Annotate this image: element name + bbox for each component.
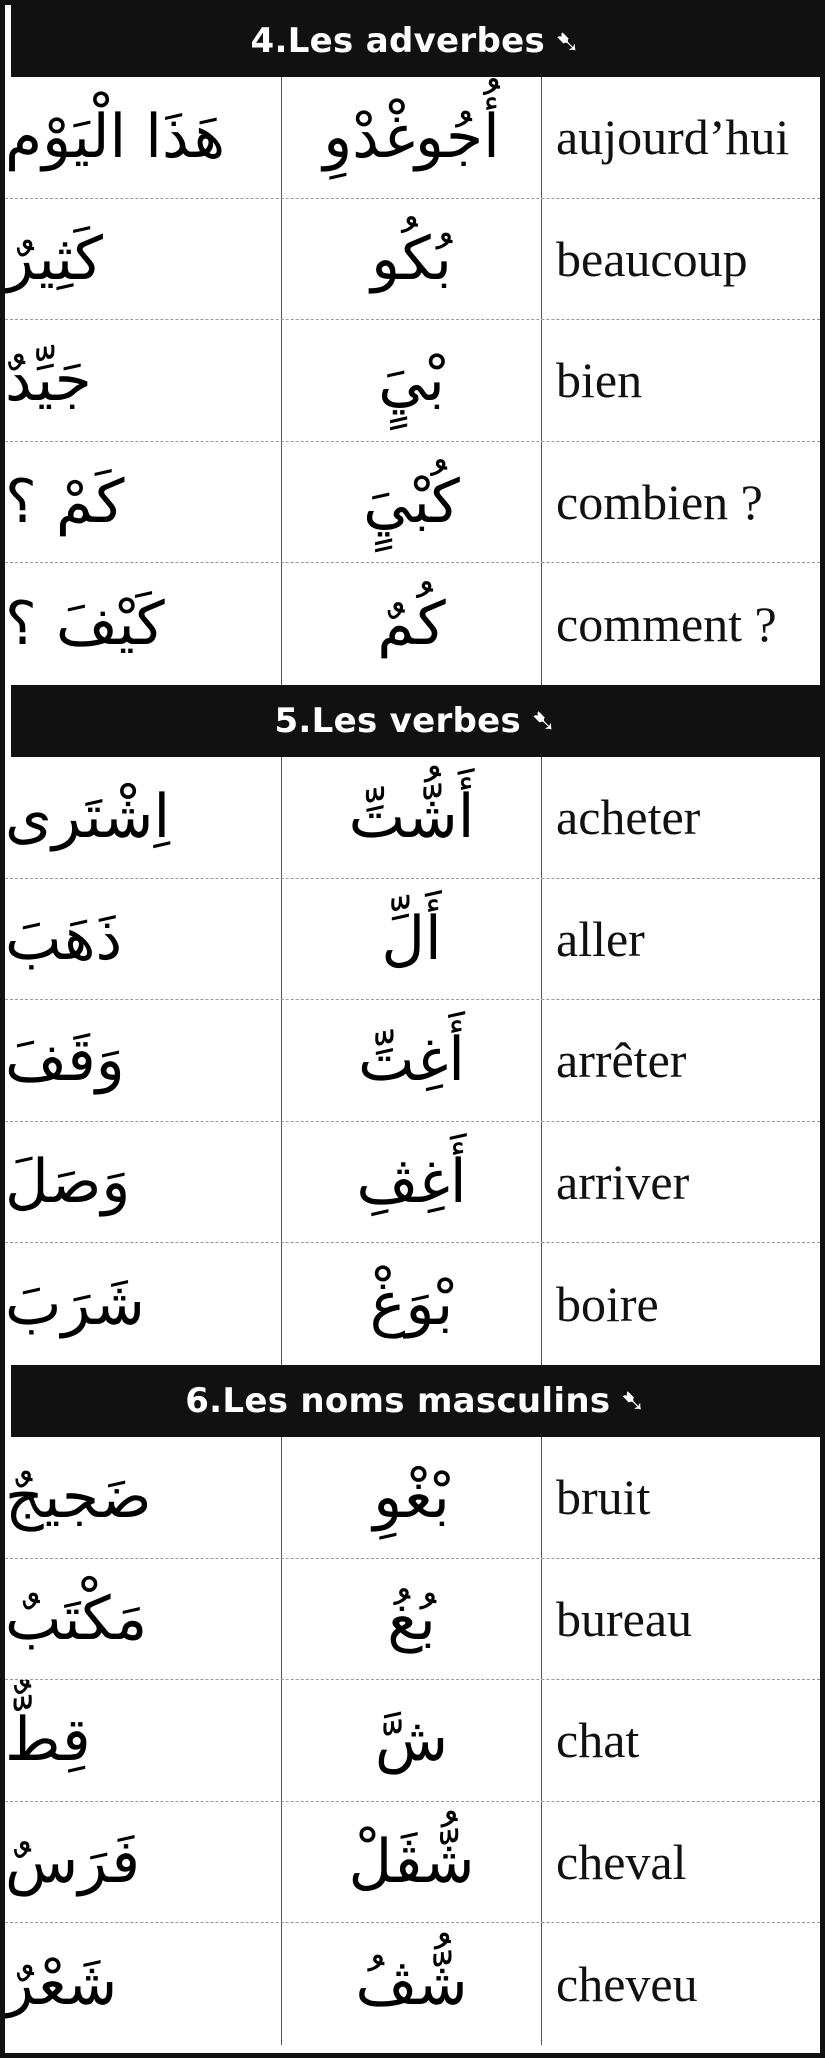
french-word: aller [556,910,645,967]
arabic-transcription: أَلِّ [282,879,542,1000]
table-row [5,199,820,321]
arabic-word: مَكْتَبٌ [5,1559,282,1680]
section-title: Les verbes [311,700,522,741]
arabic-word: فَرَسٌ [5,1802,282,1923]
arabic-word: شَعْرٌ [5,1923,282,2045]
arabic-word: ذَهَبَ [5,879,282,1000]
table-row [5,1000,820,1122]
section-header [5,5,820,77]
french-word: bruit [556,1469,651,1526]
table-row [5,1680,820,1802]
arabic-word: هَذَا الْيَوْم [5,77,282,198]
table-row [5,1122,820,1244]
arabic-word: ضَجيجٌ [5,1437,282,1558]
arabic-word: اِشْتَرى [5,757,282,878]
section-number: 5. [274,700,312,741]
table-row [5,442,820,564]
arabic-transcription: بُكُو [282,199,542,320]
french-word: beaucoup [556,230,748,287]
section-header [5,1365,820,1437]
french-word: combien ? [556,474,763,531]
section-header [5,685,820,757]
arabic-transcription: كُمٌ [282,563,542,685]
table-row [5,77,820,199]
section-title: Les adverbes [287,21,546,61]
arabic-word: كَيْفَ ؟ [5,563,282,685]
section-noms-masculins [5,1365,820,2045]
table-row [5,320,820,442]
curved-arrow-right-icon: ➷ [555,24,581,60]
arabic-word: وَقَفَ [5,1000,282,1121]
french-word: arriver [556,1154,690,1211]
french-word: aujourd’hui [556,109,790,166]
section-number: 6. [185,1380,223,1421]
section-verbes [5,685,820,1365]
french-word: cheveu [556,1956,698,2013]
arabic-word: وَصَلَ [5,1122,282,1243]
curved-arrow-right-icon: ➷ [531,704,557,740]
arabic-transcription: أَشُّتِّ [282,757,542,878]
arabic-word: كَثِيرٌ [5,199,282,320]
french-word: comment ? [556,596,777,653]
section-title: Les noms masculins [222,1380,611,1421]
table-row [5,1802,820,1924]
french-word: bureau [556,1590,693,1647]
table-row [5,879,820,1001]
table-row [5,1559,820,1681]
french-word: bien [556,352,643,409]
arabic-transcription: بُغُ [282,1559,542,1680]
french-word: cheval [556,1834,687,1891]
arabic-transcription: أَغِتِّ [282,1000,542,1121]
table-row [5,563,820,685]
table-row [5,1243,820,1365]
arabic-transcription: كُبْيٍَ [282,442,542,563]
table-row [5,757,820,879]
french-word: acheter [556,789,701,846]
table-row [5,1437,820,1559]
french-word: arrêter [556,1032,687,1089]
french-word: boire [556,1276,659,1333]
arabic-transcription: شُّڤَلْ [282,1802,542,1923]
section-number: 4. [250,21,288,61]
arabic-transcription: أَغِڤِ [282,1122,542,1243]
arabic-word: كَمْ ؟ [5,442,282,563]
arabic-transcription: بْوَغْ [282,1243,542,1365]
arabic-word: قِطٌّ [5,1680,282,1801]
arabic-transcription: بْغْوِ [282,1437,542,1558]
french-word: chat [556,1712,640,1769]
arabic-transcription: أُجُوغْدْوِ [282,77,542,198]
curved-arrow-right-icon: ➷ [620,1384,646,1420]
arabic-transcription: شَّ [282,1680,542,1801]
section-adverbes [5,5,820,685]
arabic-word: جَيِّدٌ [5,320,282,441]
arabic-transcription: شُّڤُ [282,1923,542,2045]
table-row [5,1923,820,2045]
arabic-word: شَرَبَ [5,1243,282,1365]
arabic-transcription: بْيٍَ [282,320,542,441]
